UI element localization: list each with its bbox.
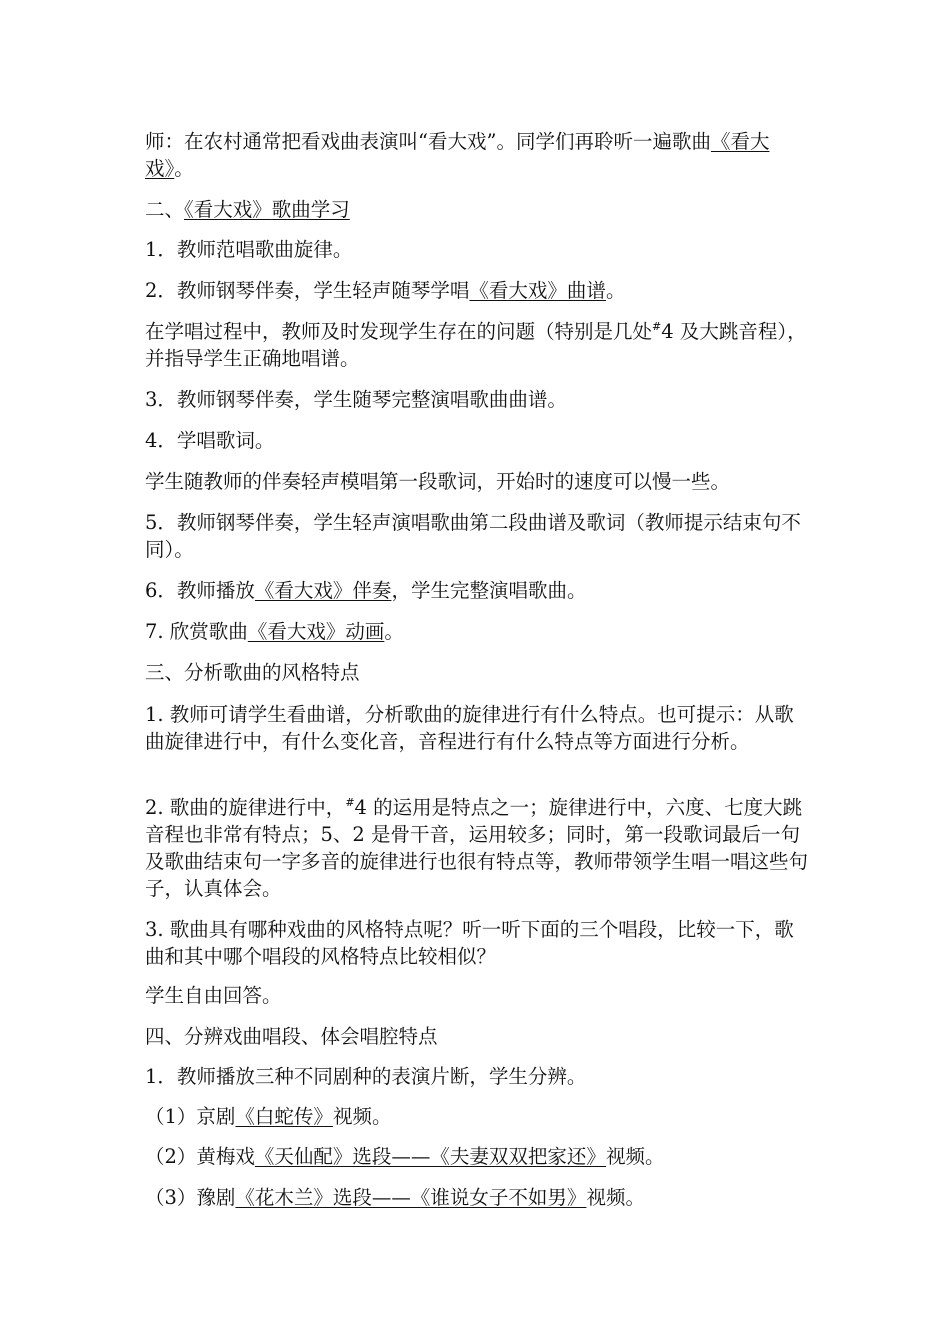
song-link[interactable]: 《看大戏》 [184, 198, 272, 221]
step-5: 5．教师钢琴伴奏，学生轻声演唱歌曲第二段曲谱及歌词（教师提示结束句不同）。 [145, 511, 801, 561]
analysis-point-2 [145, 794, 810, 902]
step-4: 4．学唱歌词。 [145, 429, 275, 452]
video-link[interactable]: 《天仙配》选段——《夫妻双双把家还》 [254, 1145, 606, 1168]
step-play-clips: 1．教师播放三种不同剧种的表演片断，学生分辨。 [145, 1065, 587, 1088]
text: 师：在农村通常把看戏曲表演叫“看大戏”。同学们再聆听一遍歌曲 [145, 130, 711, 153]
text: （2）黄梅戏 [145, 1145, 255, 1168]
text: 视频。 [605, 1145, 665, 1168]
step-1: 1．教师范唱歌曲旋律。 [145, 238, 353, 261]
text: ，学生完整演唱歌曲。 [391, 579, 587, 602]
text: 4 的运用是特点之一；旋律进行中，六度、七度大跳音程也非常有特点；5、2 是骨干音，运用较多；同时，第一段歌词最后一句及歌曲结束句一字多音的旋律进行也很有特点等，教师带领学生唱一唱这些句子，认真体会。 [145, 796, 809, 900]
text: （3）豫剧 [145, 1186, 236, 1209]
score-link[interactable]: 《看大戏》曲谱 [469, 279, 606, 302]
animation-link[interactable]: 《看大戏》动画 [247, 620, 385, 643]
text: 7. 欣赏歌曲 [145, 620, 248, 643]
accompaniment-link[interactable]: 《看大戏》伴奏 [254, 579, 392, 602]
clip-item-1 [145, 1103, 810, 1130]
section-heading-3: 三、分析歌曲的风格特点 [145, 661, 360, 684]
paragraph-teacher-intro [145, 128, 810, 182]
section-heading-2 [145, 196, 810, 223]
step-6 [145, 577, 810, 604]
text: 。 [174, 157, 194, 180]
paragraph-learning-note [145, 318, 810, 372]
sharp-sign: # [652, 320, 662, 333]
paragraph-lyrics-practice: 学生随教师的伴奏轻声模唱第一段歌词，开始时的速度可以慢一些。 [145, 470, 731, 493]
text: 。 [605, 279, 626, 302]
video-link[interactable]: 《白蛇传》 [235, 1105, 333, 1128]
text: （1）京剧 [145, 1105, 236, 1128]
analysis-point-1: 1. 教师可请学生看曲谱，分析歌曲的旋律进行有什么特点。也可提示：从歌曲旋律进行中，有什么变化音，音程进行有什么特点等方面进行分析。 [145, 703, 794, 753]
video-link[interactable]: 《花木兰》选段——《谁说女子不如男》 [235, 1186, 587, 1209]
text: 视频。 [586, 1186, 645, 1209]
step-3: 3．教师钢琴伴奏，学生随琴完整演唱歌曲曲谱。 [145, 388, 567, 411]
text: 2. 歌曲的旋律进行中， [145, 796, 346, 819]
sharp-sign: # [345, 796, 355, 809]
paragraph-free-answer: 学生自由回答。 [145, 984, 282, 1007]
analysis-point-3: 3. 歌曲具有哪种戏曲的风格特点呢？听一听下面的三个唱段，比较一下，歌曲和其中哪个唱段的风格特点比较相似？ [145, 918, 794, 968]
text: 歌曲学习 [271, 198, 350, 221]
step-7 [145, 618, 810, 645]
text: 二、 [145, 198, 185, 221]
text: 视频。 [332, 1105, 392, 1128]
text: 4 及大跳音程），并指导学生正确地唱谱。 [145, 320, 807, 370]
text: 6．教师播放 [145, 579, 255, 602]
text: 在学唱过程中，教师及时发现学生存在的问题（特别是几处 [145, 320, 653, 343]
section-heading-4: 四、分辨戏曲唱段、体会唱腔特点 [145, 1025, 438, 1048]
step-2 [145, 277, 810, 304]
clip-item-3 [145, 1184, 810, 1211]
song-link[interactable]: 《看大戏》 [145, 130, 770, 180]
text: 2．教师钢琴伴奏，学生轻声随琴学唱 [145, 279, 470, 302]
clip-item-2 [145, 1143, 810, 1170]
text: 。 [384, 620, 404, 643]
